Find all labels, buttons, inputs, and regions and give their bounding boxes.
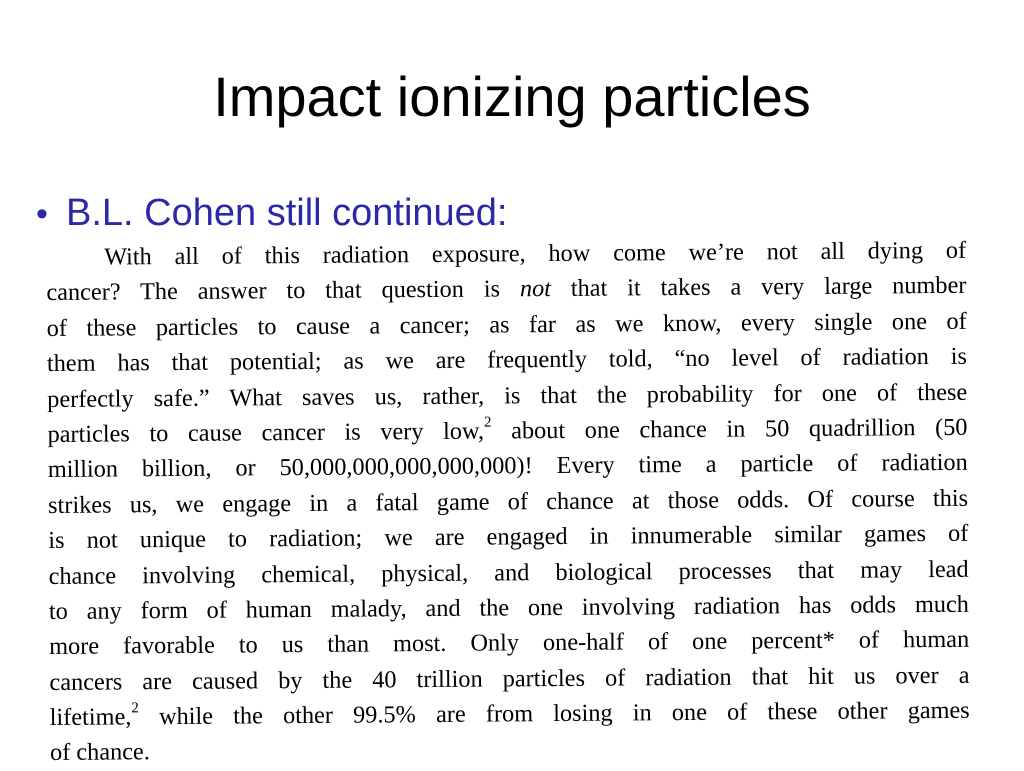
quote-line: With all of this radiation exposure, how come we’re not all dying of: [104, 236, 967, 271]
quote-line: cancers are caused by the 40 trillion particles of radiation that hit us over a: [49, 661, 970, 696]
quote-line: particles to cause cancer is very low,$^2$ about one chance in 50 quadrillion (50: [47, 413, 968, 448]
scanned-quote: [46, 233, 970, 771]
bullet-symbol: •: [36, 195, 48, 233]
quote-line: them has that potential; as we are frequently told, “no level of radiation is: [46, 342, 968, 378]
bullet-text: B.L. Cohen still continued:: [66, 192, 508, 234]
bullet-item: [36, 190, 508, 237]
quote-line: is not unique to radiation; we are engaged in innumerable similar games of: [48, 519, 969, 555]
quote-line: more favorable to us than most. Only one-half of one percent* of human: [49, 626, 970, 661]
slide-title: Impact ionizing particles: [213, 65, 811, 128]
quote-line: chance involving chemical, physical, and biological processes that may lead: [48, 555, 969, 590]
quote-line: cancer? The answer to that question is not that it takes a very large number: [46, 272, 967, 307]
quote-line: lifetime,$^2$ while the other 99.5% are from losing in one of these other games: [49, 696, 970, 732]
quote-line: to any form of human malady, and the one involving radiation has odds much: [48, 590, 969, 625]
quote-line: perfectly safe.” What saves us, rather, is that the probability for one of these: [47, 378, 968, 413]
quote-line: million billion, or 50,000,000,000,000,000)! Every time a particle of radiation: [47, 449, 968, 484]
quote-line: of these particles to cause a cancer; as far as we know, every single one of: [46, 307, 967, 342]
quote-line: of chance.: [49, 738, 150, 767]
quote-line: strikes us, we engage in a fatal game of chance at those odds. Of course this: [47, 484, 969, 519]
